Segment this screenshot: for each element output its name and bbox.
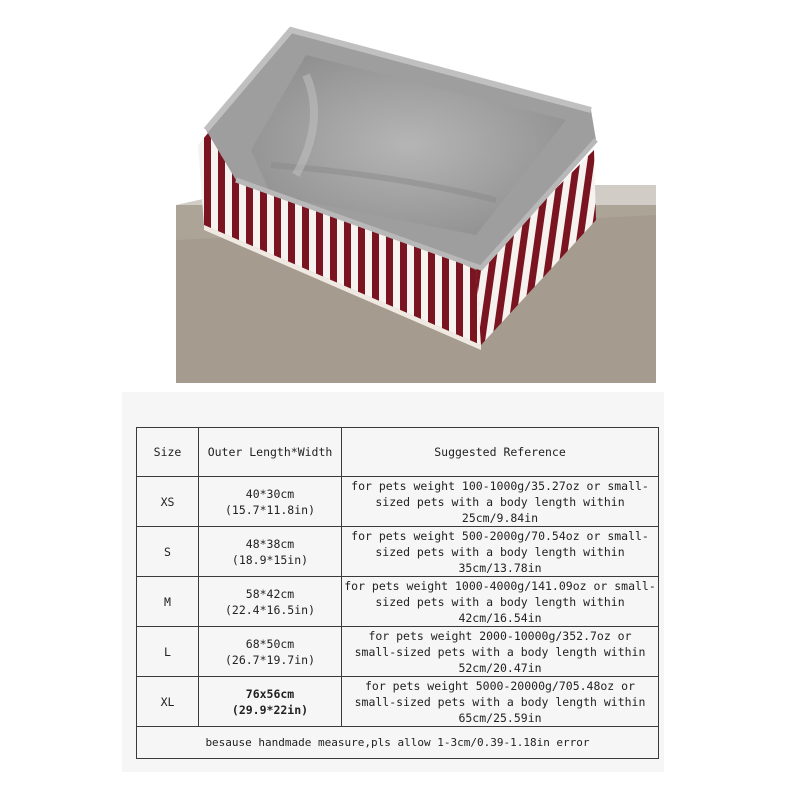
table-row — [137, 577, 659, 627]
table-row — [137, 627, 659, 677]
pet-bed-photo — [176, 0, 656, 383]
dimensions-cell: 40*30cm (15.7*11.8in) — [199, 477, 342, 527]
table-row — [137, 527, 659, 577]
reference-cell: for pets weight 2000-10000g/352.7oz or small-sized pets with a body length within 52cm/20.47in — [342, 627, 659, 677]
table-row — [137, 477, 659, 527]
header-size: Size — [137, 428, 199, 477]
dimensions-cell: 58*42cm (22.4*16.5in) — [199, 577, 342, 627]
table-note-row — [137, 727, 659, 759]
reference-cell: for pets weight 1000-4000g/141.09oz or small- sized pets with a body length within 42cm/16.54in — [342, 577, 659, 627]
reference-cell: for pets weight 100-1000g/35.27oz or small- sized pets with a body length within 25cm/9.84in — [342, 477, 659, 527]
size-cell: L — [137, 627, 199, 677]
pet-bed-image — [176, 0, 656, 383]
header-suggested-reference: Suggested Reference — [342, 428, 659, 477]
size-cell: XS — [137, 477, 199, 527]
dimensions-cell: 48*38cm (18.9*15in) — [199, 527, 342, 577]
dimensions-cell: 68*50cm (26.7*19.7in) — [199, 627, 342, 677]
size-cell: S — [137, 527, 199, 577]
header-outer-length-width: Outer Length*Width — [199, 428, 342, 477]
size-cell: XL — [137, 677, 199, 727]
table-row — [137, 677, 659, 727]
reference-cell: for pets weight 500-2000g/70.54oz or small- sized pets with a body length within 35cm/13.78in — [342, 527, 659, 577]
dimensions-cell: 76x56cm (29.9*22in) — [199, 677, 342, 727]
measurement-note: besause handmade measure,pls allow 1-3cm/0.39-1.18in error — [137, 727, 659, 759]
table-header-row — [137, 428, 659, 477]
size-chart-table — [136, 427, 659, 759]
size-cell: M — [137, 577, 199, 627]
reference-cell: for pets weight 5000-20000g/705.48oz or small-sized pets with a body length within 65cm/25.59in — [342, 677, 659, 727]
